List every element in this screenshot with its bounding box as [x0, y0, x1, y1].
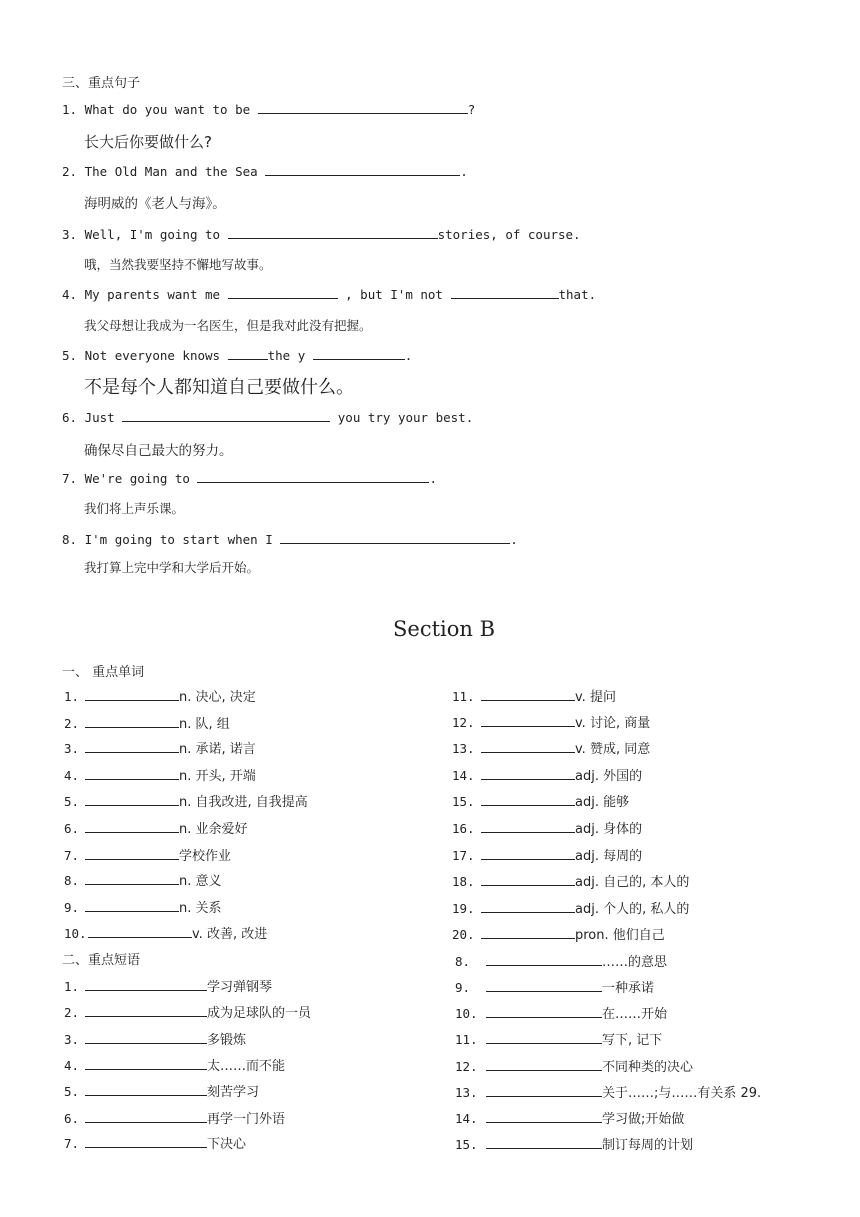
item-gloss: 下决心 — [207, 1137, 247, 1152]
item-gloss: v. 讨论, 商量 — [575, 716, 651, 731]
item-gloss: adj. 个人的, 私人的 — [575, 902, 690, 917]
fill-blank[interactable] — [85, 1084, 207, 1096]
item-number: 18. — [452, 874, 475, 889]
item-gloss: 学习做;开始做 — [602, 1112, 685, 1127]
fill-blank[interactable] — [85, 794, 179, 806]
word-row — [64, 686, 256, 705]
fill-blank[interactable] — [481, 794, 575, 806]
sentence-text: . — [460, 164, 468, 179]
word-row — [452, 898, 689, 917]
item-gloss: adj. 外国的 — [575, 769, 643, 784]
sentence-number: 1. — [62, 102, 78, 117]
item-number: 9. — [64, 900, 80, 915]
fill-blank[interactable] — [451, 287, 559, 299]
item-gloss: adj. 身体的 — [575, 822, 643, 837]
phrase-row — [455, 1134, 693, 1153]
sentence-5 — [62, 348, 412, 363]
word-row — [452, 765, 642, 784]
fill-blank[interactable] — [481, 848, 575, 860]
word-row — [452, 686, 616, 705]
phrase-row — [455, 951, 667, 970]
translation-4: 我父母想让我成为一名医生，但是我对此没有把握。 — [84, 318, 372, 333]
item-number: 8. — [64, 873, 80, 888]
fill-blank[interactable] — [85, 768, 179, 780]
item-gloss: v. 改善, 改进 — [192, 927, 268, 942]
fill-blank[interactable] — [85, 821, 179, 833]
fill-blank[interactable] — [481, 715, 575, 727]
phrases-heading: 二、重点短语 — [62, 953, 141, 968]
sentence-text: Not everyone knows — [84, 348, 221, 363]
sentence-text: What do you want to be — [84, 102, 251, 117]
sentence-text: . — [429, 471, 438, 486]
item-number: 6. — [64, 821, 80, 836]
item-number: 19. — [452, 901, 475, 916]
word-row — [64, 897, 222, 916]
translation-3: 哦，当然我要坚持不懈地写故事。 — [84, 257, 272, 272]
item-number: 1. — [64, 689, 80, 704]
sentence-text: Well, I'm going to — [84, 227, 221, 242]
fill-blank[interactable] — [481, 741, 575, 753]
item-number: 3. — [64, 1032, 80, 1047]
item-gloss: v. 赞成, 同意 — [575, 742, 651, 757]
item-number: 3. — [64, 741, 80, 756]
item-gloss: n. 队, 组 — [179, 717, 230, 732]
fill-blank[interactable] — [85, 1058, 207, 1070]
item-number: 15. — [455, 1137, 478, 1152]
phrase-row — [64, 1108, 285, 1127]
translation-2: 海明威的《老人与海》。 — [84, 196, 226, 212]
sentence-text: that. — [558, 287, 597, 302]
translation-5: 不是每个人都知道自己要做什么。 — [84, 377, 354, 398]
item-gloss: 成为足球队的一员 — [207, 1006, 312, 1021]
word-row — [452, 845, 642, 864]
word-row — [64, 870, 222, 889]
fill-blank[interactable] — [481, 901, 575, 913]
item-gloss: 在……开始 — [602, 1007, 668, 1022]
item-number: 2. — [64, 716, 80, 731]
item-number: 9. — [455, 980, 471, 995]
item-number: 17. — [452, 848, 475, 863]
item-gloss: n. 意义 — [179, 874, 222, 889]
item-number: 4. — [64, 1058, 80, 1073]
sentence-text: , but I'm not — [345, 287, 443, 302]
fill-blank[interactable] — [481, 927, 575, 939]
item-number: 15. — [452, 794, 475, 809]
item-number: 4. — [64, 768, 80, 783]
sentence-text: My parents want me — [84, 287, 221, 302]
phrase-row — [64, 1002, 311, 1021]
fill-blank[interactable] — [486, 1085, 602, 1097]
item-number: 8. — [455, 954, 471, 969]
item-number: 14. — [452, 768, 475, 783]
word-row — [452, 712, 650, 731]
fill-blank[interactable] — [486, 1137, 602, 1149]
word-row — [452, 924, 665, 943]
item-number: 6. — [64, 1111, 80, 1126]
item-gloss: 再学一门外语 — [207, 1112, 286, 1127]
word-row — [452, 818, 642, 837]
phrase-row — [64, 1029, 246, 1048]
item-gloss: adj. 能够 — [575, 795, 630, 810]
sentence-text: ? — [467, 102, 476, 117]
translation-8: 我打算上完中学和大学后开始。 — [84, 560, 260, 575]
fill-blank[interactable] — [85, 979, 207, 991]
sentence-text: you try your best. — [337, 410, 474, 425]
sentence-text: I'm going to start when I — [84, 532, 273, 547]
fill-blank[interactable] — [85, 873, 179, 885]
sentence-number: 8. — [62, 532, 78, 547]
item-gloss: 制订每周的计划 — [602, 1138, 694, 1153]
fill-blank[interactable] — [313, 348, 405, 360]
fill-blank[interactable] — [486, 1059, 602, 1071]
phrase-row — [64, 976, 272, 995]
sentence-2 — [62, 164, 468, 179]
item-gloss: 关于……;与……有关系 29. — [602, 1086, 762, 1101]
item-number: 20. — [452, 927, 475, 942]
item-number: 7. — [64, 848, 80, 863]
word-row — [64, 818, 248, 837]
fill-blank[interactable] — [85, 900, 179, 912]
fill-blank[interactable] — [486, 1006, 602, 1018]
item-gloss: v. 提问 — [575, 690, 616, 705]
item-gloss: pron. 他们自己 — [575, 928, 665, 943]
item-number: 7. — [64, 1136, 80, 1151]
fill-blank[interactable] — [88, 926, 192, 938]
sentence-number: 4. — [62, 287, 78, 302]
fill-blank[interactable] — [481, 821, 575, 833]
sentence-1 — [62, 102, 475, 117]
fill-blank[interactable] — [486, 1111, 602, 1123]
item-gloss: n. 自我改进, 自我提高 — [179, 795, 308, 810]
word-row — [64, 765, 256, 784]
item-number: 5. — [64, 1084, 80, 1099]
sentence-number: 6. — [62, 410, 78, 425]
fill-blank[interactable] — [122, 410, 330, 422]
phrase-row — [64, 1055, 285, 1074]
item-gloss: adj. 自己的, 本人的 — [575, 875, 690, 890]
item-gloss: 多锻炼 — [207, 1033, 247, 1048]
item-gloss: 一种承诺 — [602, 981, 655, 996]
phrase-row — [455, 1003, 667, 1022]
fill-blank[interactable] — [85, 689, 179, 701]
item-number: 1. — [64, 979, 80, 994]
fill-blank[interactable] — [85, 1032, 207, 1044]
phrase-row — [64, 1081, 259, 1100]
item-number: 2. — [64, 1005, 80, 1020]
fill-blank[interactable] — [481, 689, 575, 701]
translation-7: 我们将上声乐课。 — [84, 501, 185, 516]
sentence-text: the y — [267, 348, 306, 363]
word-row — [452, 791, 629, 810]
item-gloss: 太……而不能 — [207, 1059, 286, 1074]
phrase-row — [455, 977, 654, 996]
sentence-text: stories, of course. — [437, 227, 581, 242]
sentence-6 — [62, 410, 473, 425]
sentence-number: 3. — [62, 227, 78, 242]
word-row — [452, 738, 650, 757]
item-gloss: n. 关系 — [179, 901, 222, 916]
sentence-text: . — [404, 348, 413, 363]
fill-blank[interactable] — [85, 1111, 207, 1123]
item-gloss: n. 业余爱好 — [179, 822, 248, 837]
item-gloss: 学习弹钢琴 — [207, 980, 273, 995]
fill-blank[interactable] — [85, 741, 179, 753]
phrase-row — [64, 1133, 246, 1152]
phrase-row — [455, 1108, 684, 1127]
phrase-row — [455, 1082, 761, 1101]
item-number: 5. — [64, 794, 80, 809]
translation-6: 确保尽自己最大的努力。 — [84, 443, 233, 459]
item-number: 11. — [455, 1032, 478, 1047]
fill-blank[interactable] — [85, 848, 179, 860]
phrase-row — [455, 1029, 662, 1048]
sentence-text: The Old Man and the Sea — [84, 164, 258, 179]
fill-blank[interactable] — [481, 768, 575, 780]
fill-blank[interactable] — [486, 980, 602, 992]
word-row — [64, 923, 267, 942]
words-heading: 一、 重点单词 — [62, 665, 145, 680]
word-row — [64, 791, 308, 810]
fill-blank[interactable] — [280, 532, 510, 544]
item-gloss: n. 决心, 决定 — [179, 690, 256, 705]
word-row — [64, 713, 230, 732]
sentence-number: 7. — [62, 471, 78, 486]
item-gloss: 学校作业 — [179, 849, 232, 864]
sentence-3 — [62, 227, 581, 242]
fill-blank[interactable] — [85, 716, 179, 728]
fill-blank[interactable] — [228, 227, 438, 239]
item-gloss: 不同种类的决心 — [602, 1060, 694, 1075]
sentence-text: We're going to — [84, 471, 190, 486]
part3-heading: 三、重点句子 — [62, 76, 141, 91]
fill-blank[interactable] — [486, 1032, 602, 1044]
item-gloss: 刻苦学习 — [207, 1085, 260, 1100]
item-number: 10. — [64, 926, 87, 941]
item-number: 16. — [452, 821, 475, 836]
item-number: 14. — [455, 1111, 478, 1126]
section-title: Section B — [393, 617, 496, 641]
phrase-row — [455, 1056, 693, 1075]
item-gloss: ……的意思 — [602, 955, 668, 970]
fill-blank[interactable] — [481, 874, 575, 886]
sentence-text: Just — [84, 410, 115, 425]
sentence-8 — [62, 532, 518, 547]
sentence-text: . — [510, 532, 518, 547]
fill-blank[interactable] — [228, 348, 268, 360]
sentence-number: 5. — [62, 348, 78, 363]
sentence-number: 2. — [62, 164, 78, 179]
word-row — [64, 845, 231, 864]
word-row — [452, 871, 689, 890]
sentence-7 — [62, 471, 437, 486]
fill-blank[interactable] — [228, 287, 338, 299]
fill-blank[interactable] — [486, 954, 602, 966]
item-number: 10. — [455, 1006, 478, 1021]
fill-blank[interactable] — [265, 164, 460, 176]
fill-blank[interactable] — [197, 471, 429, 483]
item-number: 13. — [452, 741, 475, 756]
fill-blank[interactable] — [85, 1005, 207, 1017]
fill-blank[interactable] — [258, 102, 468, 114]
item-gloss: adj. 每周的 — [575, 849, 643, 864]
fill-blank[interactable] — [85, 1136, 207, 1148]
word-row — [64, 738, 256, 757]
translation-1: 长大后你要做什么? — [84, 133, 212, 151]
sentence-4 — [62, 287, 596, 302]
item-number: 12. — [452, 715, 475, 730]
item-gloss: n. 承诺, 诺言 — [179, 742, 256, 757]
item-number: 11. — [452, 689, 475, 704]
item-gloss: n. 开头, 开端 — [179, 769, 256, 784]
item-gloss: 写下, 记下 — [602, 1033, 663, 1048]
item-number: 12. — [455, 1059, 478, 1074]
item-number: 13. — [455, 1085, 478, 1100]
